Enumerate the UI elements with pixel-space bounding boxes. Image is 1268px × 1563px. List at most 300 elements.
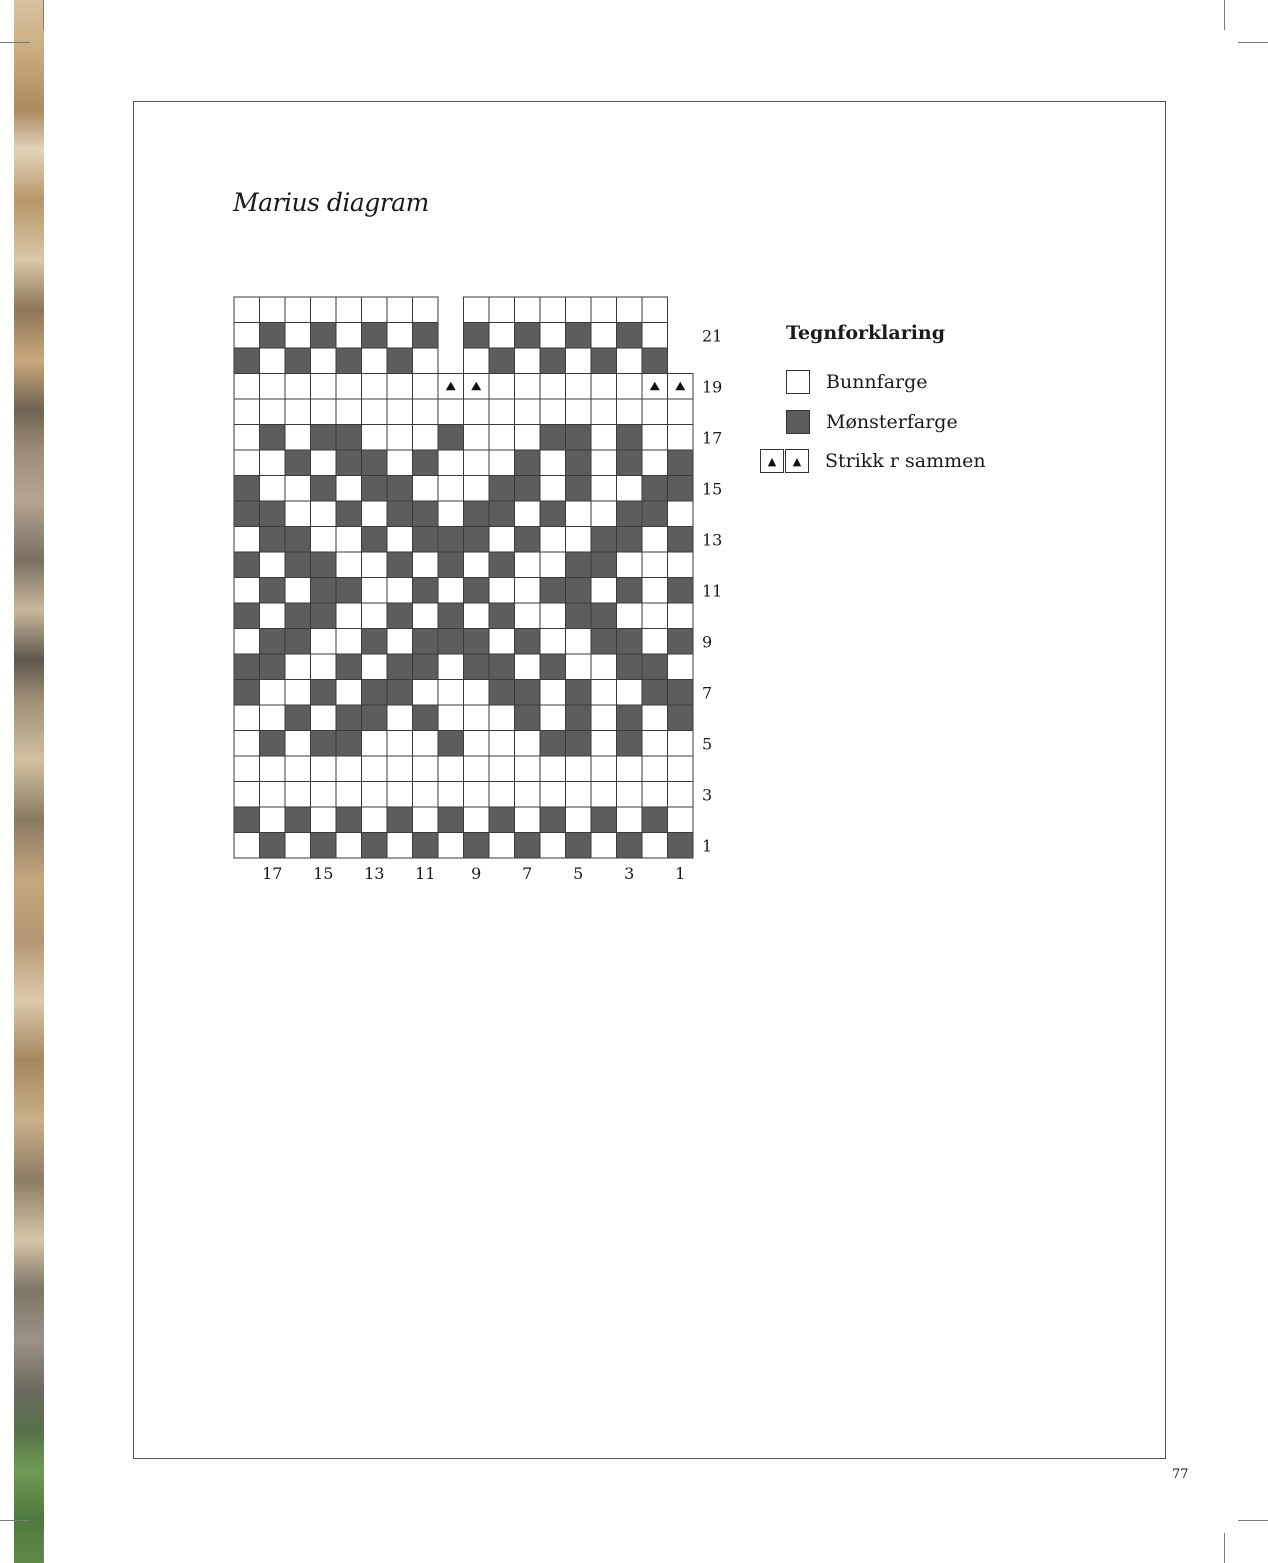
chart-cell-r5-s18	[234, 731, 260, 757]
chart-cell-r21-s17	[260, 323, 286, 349]
chart-cell-r18-s9	[464, 399, 490, 425]
chart-cell-r2-s14	[336, 807, 362, 833]
chart-cell-r21-s4	[591, 323, 617, 349]
chart-cell-r13-s8	[489, 527, 515, 553]
chart-cell-r15-s13	[362, 476, 388, 502]
chart-cell-r21-s8	[489, 323, 515, 349]
chart-cell-r21-s11	[413, 323, 439, 349]
chart-cell-r20-s16	[285, 348, 311, 374]
row-label: 11	[702, 581, 723, 601]
chart-cell-r9-s18	[234, 629, 260, 655]
chart-cell-r11-s4	[591, 578, 617, 604]
chart-cell-r8-s3	[617, 654, 643, 680]
chart-cell-r8-s18	[234, 654, 260, 680]
chart-cell-r1-s9	[464, 833, 490, 859]
row-label: 5	[702, 734, 713, 754]
chart-cell-r17-s13	[362, 425, 388, 451]
chart-cell-r10-s2	[642, 603, 668, 629]
chart-cell-r19-s14	[336, 374, 362, 400]
chart-cell-r9-s17	[260, 629, 286, 655]
chart-cell-r17-s7	[515, 425, 541, 451]
chart-cell-r14-s10	[438, 501, 464, 527]
chart-cell-r22-s8	[489, 297, 515, 323]
chart-cell-r15-s16	[285, 476, 311, 502]
chart-cell-r4-s4	[591, 756, 617, 782]
chart-cell-r6-s6	[540, 705, 566, 731]
chart-cell-r22-s17	[260, 297, 286, 323]
chart-cell-r16-s18	[234, 450, 260, 476]
legend-title: Tegnforklaring	[786, 322, 946, 344]
chart-cell-r1-s1	[668, 833, 694, 859]
chart-cell-r13-s13	[362, 527, 388, 553]
chart-cell-r5-s17	[260, 731, 286, 757]
chart-cell-r12-s2	[642, 552, 668, 578]
chart-cell-r21-s15	[311, 323, 337, 349]
chart-cell-r17-s2	[642, 425, 668, 451]
chart-cell-r16-s11	[413, 450, 439, 476]
chart-cell-r10-s3	[617, 603, 643, 629]
chart-cell-r10-s12	[387, 603, 413, 629]
chart-cell-r1-s18	[234, 833, 260, 859]
chart-cell-r21-s12	[387, 323, 413, 349]
chart-cell-r4-s11	[413, 756, 439, 782]
chart-cell-r3-s12	[387, 782, 413, 808]
chart-cell-r7-s12	[387, 680, 413, 706]
chart-cell-r9-s12	[387, 629, 413, 655]
chart-cell-r9-s5	[566, 629, 592, 655]
chart-cell-r18-s15	[311, 399, 337, 425]
chart-cell-r1-s2	[642, 833, 668, 859]
chart-cell-r15-s15	[311, 476, 337, 502]
chart-cell-r22-s13	[362, 297, 388, 323]
chart-cell-r15-s17	[260, 476, 286, 502]
chart-cell-r12-s9	[464, 552, 490, 578]
chart-cell-r12-s17	[260, 552, 286, 578]
chart-cell-r11-s7	[515, 578, 541, 604]
chart-cell-r16-s13	[362, 450, 388, 476]
col-label: 17	[262, 864, 283, 883]
chart-cell-r9-s8	[489, 629, 515, 655]
chart-cell-r11-s12	[387, 578, 413, 604]
chart-cell-r1-s6	[540, 833, 566, 859]
chart-cell-r15-s10	[438, 476, 464, 502]
chart-cell-r5-s7	[515, 731, 541, 757]
chart-cell-r8-s15	[311, 654, 337, 680]
chart-cell-r8-s14	[336, 654, 362, 680]
chart-cell-r1-s12	[387, 833, 413, 859]
chart-cell-r5-s14	[336, 731, 362, 757]
chart-cell-r4-s6	[540, 756, 566, 782]
chart-cell-r7-s18	[234, 680, 260, 706]
row-label: 7	[702, 683, 713, 703]
chart-cell-r13-s10	[438, 527, 464, 553]
chart-cell-r15-s1	[668, 476, 694, 502]
chart-cell-r11-s8	[489, 578, 515, 604]
chart-cell-r4-s16	[285, 756, 311, 782]
chart-cell-r18-s16	[285, 399, 311, 425]
chart-cell-r3-s17	[260, 782, 286, 808]
chart-cell-r10-s4	[591, 603, 617, 629]
chart-cell-r7-s16	[285, 680, 311, 706]
chart-cell-r9-s13	[362, 629, 388, 655]
chart-cell-r9-s3	[617, 629, 643, 655]
chart-cell-r22-s6	[540, 297, 566, 323]
chart-cell-r21-s18	[234, 323, 260, 349]
chart-cell-r14-s7	[515, 501, 541, 527]
chart-cell-r13-s9	[464, 527, 490, 553]
white-square-icon	[786, 370, 810, 394]
chart-cell-r17-s11	[413, 425, 439, 451]
chart-cell-r5-s1	[668, 731, 694, 757]
chart-cell-r22-s18	[234, 297, 260, 323]
chart-cell-r3-s7	[515, 782, 541, 808]
chart-cell-r2-s4	[591, 807, 617, 833]
chart-cell-r20-s18	[234, 348, 260, 374]
chart-cell-r4-s5	[566, 756, 592, 782]
chart-cell-r4-s1	[668, 756, 694, 782]
chart-cell-r13-s14	[336, 527, 362, 553]
chart-cell-r3-s14	[336, 782, 362, 808]
chart-cell-r13-s12	[387, 527, 413, 553]
chart-cell-r1-s16	[285, 833, 311, 859]
chart-cell-r17-s1	[668, 425, 694, 451]
chart-cell-r16-s10	[438, 450, 464, 476]
row-label: 17	[702, 428, 723, 448]
dark-square-icon	[786, 410, 810, 434]
chart-cell-r6-s13	[362, 705, 388, 731]
chart-cell-r7-s8	[489, 680, 515, 706]
chart-cell-r12-s15	[311, 552, 337, 578]
chart-cell-r7-s17	[260, 680, 286, 706]
chart-cell-r20-s9	[464, 348, 490, 374]
chart-cell-r15-s6	[540, 476, 566, 502]
chart-cell-r6-s7	[515, 705, 541, 731]
chart-cell-r18-s8	[489, 399, 515, 425]
chart-cell-r21-s16	[285, 323, 311, 349]
chart-cell-r7-s11	[413, 680, 439, 706]
chart-cell-r6-s12	[387, 705, 413, 731]
chart-cell-r17-s8	[489, 425, 515, 451]
chart-cell-r18-s10	[438, 399, 464, 425]
chart-cell-r7-s6	[540, 680, 566, 706]
chart-cell-r6-s11	[413, 705, 439, 731]
chart-cell-r15-s2	[642, 476, 668, 502]
chart-cell-r18-s5	[566, 399, 592, 425]
chart-cell-r4-s2	[642, 756, 668, 782]
triangle-icon: ▲	[760, 449, 784, 473]
chart-cell-r9-s6	[540, 629, 566, 655]
chart-cell-r2-s15	[311, 807, 337, 833]
chart-cell-r6-s17	[260, 705, 286, 731]
chart-cell-r8-s7	[515, 654, 541, 680]
chart-cell-r13-s6	[540, 527, 566, 553]
chart-cell-r21-s6	[540, 323, 566, 349]
chart-cell-r8-s5	[566, 654, 592, 680]
chart-cell-r14-s13	[362, 501, 388, 527]
chart-cell-r6-s10	[438, 705, 464, 731]
chart-cell-r1-s17	[260, 833, 286, 859]
chart-cell-r9-s16	[285, 629, 311, 655]
chart-cell-r21-s13	[362, 323, 388, 349]
chart-cell-r14-s14	[336, 501, 362, 527]
chart-cell-r8-s1	[668, 654, 694, 680]
chart-cell-r1-s11	[413, 833, 439, 859]
chart-cell-r8-s17	[260, 654, 286, 680]
chart-cell-r9-s10	[438, 629, 464, 655]
chart-cell-r14-s3	[617, 501, 643, 527]
legend-item-strikk-sammen	[760, 449, 986, 473]
chart-cell-r15-s14	[336, 476, 362, 502]
chart-cell-r22-s11	[413, 297, 439, 323]
chart-cell-r19-s17	[260, 374, 286, 400]
col-label: 11	[415, 864, 436, 883]
chart-cell-r4-s8	[489, 756, 515, 782]
chart-cell-r14-s5	[566, 501, 592, 527]
chart-cell-r1-s3	[617, 833, 643, 859]
chart-cell-r9-s2	[642, 629, 668, 655]
chart-cell-r20-s17	[260, 348, 286, 374]
chart-cell-r5-s16	[285, 731, 311, 757]
chart-cell-r19-s16	[285, 374, 311, 400]
col-label: 1	[675, 864, 686, 883]
chart-cell-r1-s14	[336, 833, 362, 859]
chart-cell-r8-s13	[362, 654, 388, 680]
chart-cell-r10-s9	[464, 603, 490, 629]
chart-cell-r6-s15	[311, 705, 337, 731]
chart-cell-r13-s15	[311, 527, 337, 553]
chart-cell-r19-s7	[515, 374, 541, 400]
chart-cell-r4-s15	[311, 756, 337, 782]
chart-cell-r20-s5	[566, 348, 592, 374]
chart-cell-r2-s7	[515, 807, 541, 833]
chart-cell-r5-s6	[540, 731, 566, 757]
chart-cell-r1-s15	[311, 833, 337, 859]
chart-cell-r3-s3	[617, 782, 643, 808]
chart-cell-r20-s4	[591, 348, 617, 374]
chart-cell-r6-s2	[642, 705, 668, 731]
chart-cell-r14-s1	[668, 501, 694, 527]
chart-cell-r14-s6	[540, 501, 566, 527]
chart-cell-r7-s15	[311, 680, 337, 706]
chart-cell-r13-s4	[591, 527, 617, 553]
chart-cell-r12-s18	[234, 552, 260, 578]
chart-cell-r11-s6	[540, 578, 566, 604]
chart-cell-r3-s10	[438, 782, 464, 808]
chart-cell-r6-s18	[234, 705, 260, 731]
chart-cell-r10-s13	[362, 603, 388, 629]
chart-cell-r17-s12	[387, 425, 413, 451]
chart-cell-r13-s18	[234, 527, 260, 553]
chart-cell-r12-s13	[362, 552, 388, 578]
chart-cell-r18-s3	[617, 399, 643, 425]
chart-cell-r11-s14	[336, 578, 362, 604]
chart-cell-r2-s12	[387, 807, 413, 833]
chart-cell-r10-s8	[489, 603, 515, 629]
chart-cell-r16-s1	[668, 450, 694, 476]
chart-cell-r13-s1	[668, 527, 694, 553]
chart-cell-r11-s1	[668, 578, 694, 604]
chart-cell-r14-s17	[260, 501, 286, 527]
chart-cell-r18-s12	[387, 399, 413, 425]
chart-cell-r6-s3	[617, 705, 643, 731]
chart-cell-r18-s14	[336, 399, 362, 425]
chart-cell-r9-s14	[336, 629, 362, 655]
chart-cell-r19-s8	[489, 374, 515, 400]
chart-cell-r12-s4	[591, 552, 617, 578]
chart-cell-r18-s18	[234, 399, 260, 425]
chart-cell-r5-s2	[642, 731, 668, 757]
chart-cell-r8-s12	[387, 654, 413, 680]
chart-cell-r3-s11	[413, 782, 439, 808]
chart-cell-r12-s12	[387, 552, 413, 578]
chart-cell-r11-s9	[464, 578, 490, 604]
row-label: 13	[702, 530, 723, 550]
chart-cell-r19-s15	[311, 374, 337, 400]
row-label: 21	[702, 326, 723, 346]
chart-cell-r5-s9	[464, 731, 490, 757]
chart-cell-r22-s15	[311, 297, 337, 323]
chart-cell-r20-s3	[617, 348, 643, 374]
chart-cell-r2-s11	[413, 807, 439, 833]
chart-cell-r21-s14	[336, 323, 362, 349]
chart-cell-r8-s11	[413, 654, 439, 680]
chart-cell-r2-s3	[617, 807, 643, 833]
chart-cell-r5-s3	[617, 731, 643, 757]
chart-cell-r16-s6	[540, 450, 566, 476]
chart-cell-r16-s12	[387, 450, 413, 476]
chart-cell-r8-s9	[464, 654, 490, 680]
chart-cell-r2-s10	[438, 807, 464, 833]
chart-cell-r13-s16	[285, 527, 311, 553]
chart-cell-r18-s2	[642, 399, 668, 425]
chart-cell-r17-s16	[285, 425, 311, 451]
chart-cell-r16-s2	[642, 450, 668, 476]
chart-cell-r16-s15	[311, 450, 337, 476]
chart-cell-r10-s15	[311, 603, 337, 629]
chart-cell-r9-s11	[413, 629, 439, 655]
chart-cell-r5-s5	[566, 731, 592, 757]
chart-cell-r15-s8	[489, 476, 515, 502]
chart-cell-r8-s16	[285, 654, 311, 680]
chart-cell-r12-s5	[566, 552, 592, 578]
chart-cell-r5-s8	[489, 731, 515, 757]
chart-cell-r22-s4	[591, 297, 617, 323]
chart-cell-r13-s2	[642, 527, 668, 553]
chart-cell-r18-s4	[591, 399, 617, 425]
chart-cell-r20-s8	[489, 348, 515, 374]
chart-cell-r15-s9	[464, 476, 490, 502]
chart-cell-r20-s14	[336, 348, 362, 374]
chart-cell-r17-s14	[336, 425, 362, 451]
chart-cell-r7-s14	[336, 680, 362, 706]
chart-cell-r3-s6	[540, 782, 566, 808]
chart-cell-r16-s16	[285, 450, 311, 476]
chart-cell-r5-s11	[413, 731, 439, 757]
chart-cell-r3-s2	[642, 782, 668, 808]
chart-cell-r20-s11	[413, 348, 439, 374]
row-label: 15	[702, 479, 723, 499]
chart-cell-r19-s18	[234, 374, 260, 400]
chart-cell-r4-s17	[260, 756, 286, 782]
chart-cell-r4-s12	[387, 756, 413, 782]
chart-cell-r10-s5	[566, 603, 592, 629]
chart-cell-r16-s5	[566, 450, 592, 476]
chart-cell-r15-s18	[234, 476, 260, 502]
chart-cell-r14-s16	[285, 501, 311, 527]
chart-cell-r2-s1	[668, 807, 694, 833]
chart-cell-r1-s7	[515, 833, 541, 859]
chart-cell-r20-s7	[515, 348, 541, 374]
chart-cell-r18-s6	[540, 399, 566, 425]
chart-cell-r22-s14	[336, 297, 362, 323]
chart-cell-r16-s17	[260, 450, 286, 476]
chart-cell-r17-s17	[260, 425, 286, 451]
chart-cell-r21-s9	[464, 323, 490, 349]
chart-cell-r6-s8	[489, 705, 515, 731]
chart-cell-r9-s7	[515, 629, 541, 655]
chart-cell-r18-s17	[260, 399, 286, 425]
chart-cell-r14-s8	[489, 501, 515, 527]
chart-cell-r2-s5	[566, 807, 592, 833]
chart-cell-r11-s3	[617, 578, 643, 604]
chart-cell-r2-s17	[260, 807, 286, 833]
chart-cell-r19-s6	[540, 374, 566, 400]
chart-cell-r10-s7	[515, 603, 541, 629]
col-label: 9	[471, 864, 482, 883]
chart-cell-r7-s13	[362, 680, 388, 706]
chart-cell-r19-s4	[591, 374, 617, 400]
chart-cell-r17-s15	[311, 425, 337, 451]
chart-cell-r19-s11	[413, 374, 439, 400]
chart-cell-r12-s8	[489, 552, 515, 578]
legend-item-bunnfarge	[786, 370, 928, 394]
chart-cell-r11-s11	[413, 578, 439, 604]
chart-cell-r7-s4	[591, 680, 617, 706]
chart-cell-r18-s11	[413, 399, 439, 425]
chart-cell-r4-s10	[438, 756, 464, 782]
chart-cell-r22-s3	[617, 297, 643, 323]
chart-cell-r4-s7	[515, 756, 541, 782]
triangle-icon: ▲	[785, 449, 809, 473]
chart-cell-r4-s9	[464, 756, 490, 782]
chart-cell-r15-s3	[617, 476, 643, 502]
chart-cell-r10-s16	[285, 603, 311, 629]
chart-cell-r20-s13	[362, 348, 388, 374]
chart-cell-r7-s7	[515, 680, 541, 706]
chart-cell-r2-s6	[540, 807, 566, 833]
col-label: 5	[573, 864, 584, 883]
chart-cell-r17-s5	[566, 425, 592, 451]
chart-cell-r14-s12	[387, 501, 413, 527]
page-number: 77	[1172, 1467, 1189, 1482]
chart-cell-r5-s15	[311, 731, 337, 757]
chart-cell-r13-s5	[566, 527, 592, 553]
chart-cell-r10-s18	[234, 603, 260, 629]
chart-cell-r11-s16	[285, 578, 311, 604]
chart-cell-r19-s5	[566, 374, 592, 400]
chart-cell-r22-s12	[387, 297, 413, 323]
chart-cell-r8-s10	[438, 654, 464, 680]
chart-cell-r14-s11	[413, 501, 439, 527]
chart-cell-r4-s14	[336, 756, 362, 782]
chart-cell-r10-s11	[413, 603, 439, 629]
chart-cell-r8-s2	[642, 654, 668, 680]
chart-cell-r16-s7	[515, 450, 541, 476]
chart-cell-r21-s7	[515, 323, 541, 349]
chart-cell-r6-s9	[464, 705, 490, 731]
col-label: 15	[313, 864, 334, 883]
chart-cell-r2-s13	[362, 807, 388, 833]
